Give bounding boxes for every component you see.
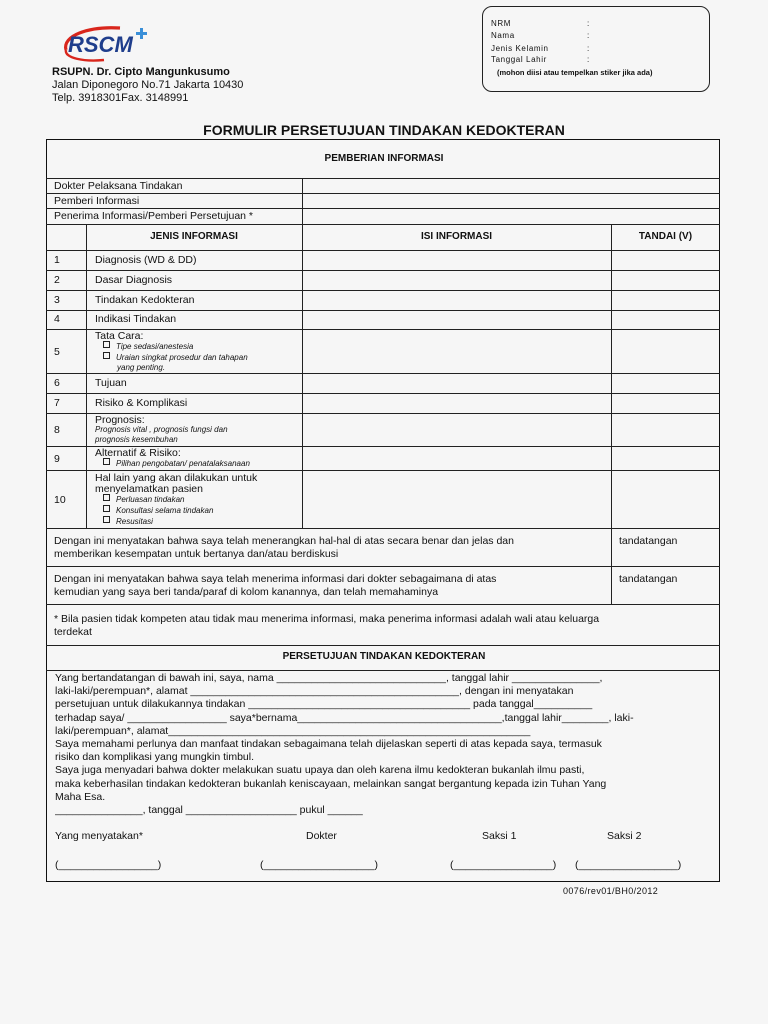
row-no: 5 <box>54 346 60 358</box>
dokter-pelaksana-label: Dokter Pelaksana Tindakan <box>54 180 183 192</box>
row-label: Dasar Diagnosis <box>95 274 173 286</box>
field-nama[interactable]: Nama : <box>491 31 590 40</box>
row-no: 3 <box>54 294 60 306</box>
checkbox-item[interactable]: Perluasan tindakan <box>103 494 185 505</box>
consent-body <box>55 672 715 817</box>
signer-saksi-1: Saksi 1 <box>482 830 517 842</box>
row-label: Prognosis: <box>95 414 145 426</box>
checkbox-icon <box>103 341 110 348</box>
consent-line: risiko dan komplikasi yang mungkin timbul. <box>55 751 255 764</box>
penerima-informasi-label: Penerima Informasi/Pemberi Persetujuan * <box>54 210 254 222</box>
hospital-name: RSUPN. Dr. Cipto Mangunkusumo <box>52 66 230 78</box>
checkbox-item[interactable]: Resusitasi <box>103 516 153 527</box>
row-no: 1 <box>54 254 60 266</box>
checkbox-icon <box>103 516 110 523</box>
info-heading: PEMBERIAN INFORMASI <box>324 153 444 164</box>
document-code: 0076/rev01/BH0/2012 <box>563 886 659 896</box>
footnote-l2: terdekat <box>54 626 92 638</box>
pemberi-informasi-label: Pemberi Informasi <box>54 195 140 207</box>
row-label: Tujuan <box>95 377 127 389</box>
consent-line: Saya juga menyadari bahwa dokter melakukan suatu upaya dan oleh karena ilmu kedokteran bukanlah ilmu pasti, <box>55 764 585 777</box>
row-label: Tindakan Kedokteran <box>95 294 195 306</box>
row-label: Risiko & Komplikasi <box>95 397 188 409</box>
signer-yang-menyatakan: Yang menyatakan* <box>55 830 143 842</box>
hospital-address: Jalan Diponegoro No.71 Jakarta 10430 <box>52 79 244 91</box>
consent-line[interactable]: laki/perempuan*, alamat______________________________________________________________ <box>55 724 531 737</box>
checkbox-item[interactable]: Tipe sedasi/anestesia <box>103 341 193 352</box>
statement-patient-l2: kemudian yang saya beri tanda/paraf di kolom kanannya, dan telah memahaminya <box>54 586 439 598</box>
checkbox-icon <box>103 352 110 359</box>
statement-doctor-l1: Dengan ini menyatakan bahwa saya telah menerangkan hal-hal di atas secara benar dan jelas dan <box>54 535 514 547</box>
row-no: 7 <box>54 397 60 409</box>
prognosis-line: prognosis kesembuhan <box>95 435 178 444</box>
row-no: 9 <box>54 453 60 465</box>
patient-id-box <box>482 6 710 92</box>
checkbox-item[interactable]: Konsultasi selama tindakan <box>103 505 213 516</box>
sign-line-saksi-2[interactable]: (_________________) <box>575 859 682 871</box>
checkbox-icon <box>103 458 110 465</box>
checkbox-icon <box>103 494 110 501</box>
col-isi-informasi: ISI INFORMASI <box>420 231 493 242</box>
hospital-phone: Telp. 3918301Fax. 3148991 <box>52 92 189 104</box>
row-label: Diagnosis (WD & DD) <box>95 254 197 266</box>
doctor-signature-label[interactable]: tandatangan <box>619 535 678 547</box>
svg-text:RSCM: RSCM <box>68 32 133 57</box>
consent-line[interactable]: laki-laki/perempuan*, alamat ______________________________________________, dengan ini menyatakan <box>55 685 574 698</box>
sign-line-yang-menyatakan[interactable]: (_________________) <box>55 859 162 871</box>
rscm-logo <box>58 22 168 66</box>
checkbox-item-cont: yang penting. <box>117 363 166 372</box>
row-no: 10 <box>54 494 66 506</box>
field-nrm[interactable]: NRM : <box>491 19 590 28</box>
consent-line: Saya memahami perlunya dan manfaat tindakan sebagaimana telah dijelaskan seperti di atas kepada saya, termasuk <box>55 737 602 750</box>
statement-doctor-l2: memberikan kesempatan untuk bertanya dan/atau berdiskusi <box>54 548 339 560</box>
statement-patient-l1: Dengan ini menyatakan bahwa saya telah menerima informasi dari dokter sebagaimana di atas <box>54 573 497 585</box>
patient-signature-label[interactable]: tandatangan <box>619 573 678 585</box>
consent-line[interactable]: Yang bertandatangan di bawah ini, saya, nama _____________________________, tanggal lahir _______________, <box>55 672 603 684</box>
sign-line-dokter[interactable]: (___________________) <box>260 859 378 871</box>
footnote-l1: * Bila pasien tidak kompeten atau tidak mau menerima informasi, maka penerima informasi adalah wali atau keluarga <box>54 613 600 625</box>
row-label-line2: menyelamatkan pasien <box>95 483 203 495</box>
row-no: 8 <box>54 424 60 436</box>
sticker-note: (mohon diisi atau tempelkan stiker jika ada) <box>497 68 653 77</box>
consent-heading: PERSETUJUAN TINDAKAN KEDOKTERAN <box>282 651 486 662</box>
row-no: 2 <box>54 274 60 286</box>
consent-line[interactable]: persetujuan untuk dilakukannya tindakan ______________________________________ pada tanggal__________ <box>55 698 593 711</box>
row-label: Indikasi Tindakan <box>95 313 177 325</box>
row-label: Alternatif & Risiko: <box>95 447 181 459</box>
row-no: 6 <box>54 377 60 389</box>
col-jenis-informasi: JENIS INFORMASI <box>150 231 238 242</box>
hospital-info <box>52 66 243 105</box>
signer-dokter: Dokter <box>306 830 337 842</box>
row-label: Tata Cara: <box>95 330 144 342</box>
checkbox-item[interactable]: Uraian singkat prosedur dan tahapan <box>103 352 248 363</box>
field-jenis-kelamin[interactable]: Jenis Kelamin : <box>491 44 590 53</box>
row-label-line1: Hal lain yang akan dilakukan untuk <box>95 472 258 484</box>
consent-line: maka keberhasilan tindakan kedokteran bukanlah keniscayaan, melainkan sangat bergantung kepada izin Tuhan Yang <box>55 777 607 790</box>
signer-saksi-2: Saksi 2 <box>607 830 642 842</box>
consent-line[interactable]: terhadap saya/ _________________ saya*bernama___________________________________,tanggal lahir________, laki- <box>55 711 634 724</box>
consent-line: Maha Esa. <box>55 790 106 803</box>
sign-line-saksi-1[interactable]: (_________________) <box>450 859 557 871</box>
field-tanggal-lahir[interactable]: Tanggal Lahir : <box>491 55 590 64</box>
prognosis-line: Prognosis vital , prognosis fungsi dan <box>95 425 228 434</box>
row-no: 4 <box>54 313 60 325</box>
date-place-line[interactable]: _______________, tanggal ___________________ pukul ______ <box>55 803 363 816</box>
col-tandai: TANDAI (V) <box>638 231 693 242</box>
form-title: FORMULIR PERSETUJUAN TINDAKAN KEDOKTERAN <box>203 122 565 138</box>
checkbox-icon <box>103 505 110 512</box>
checkbox-item[interactable]: Pilihan pengobatan/ penatalaksanaan <box>103 458 250 469</box>
